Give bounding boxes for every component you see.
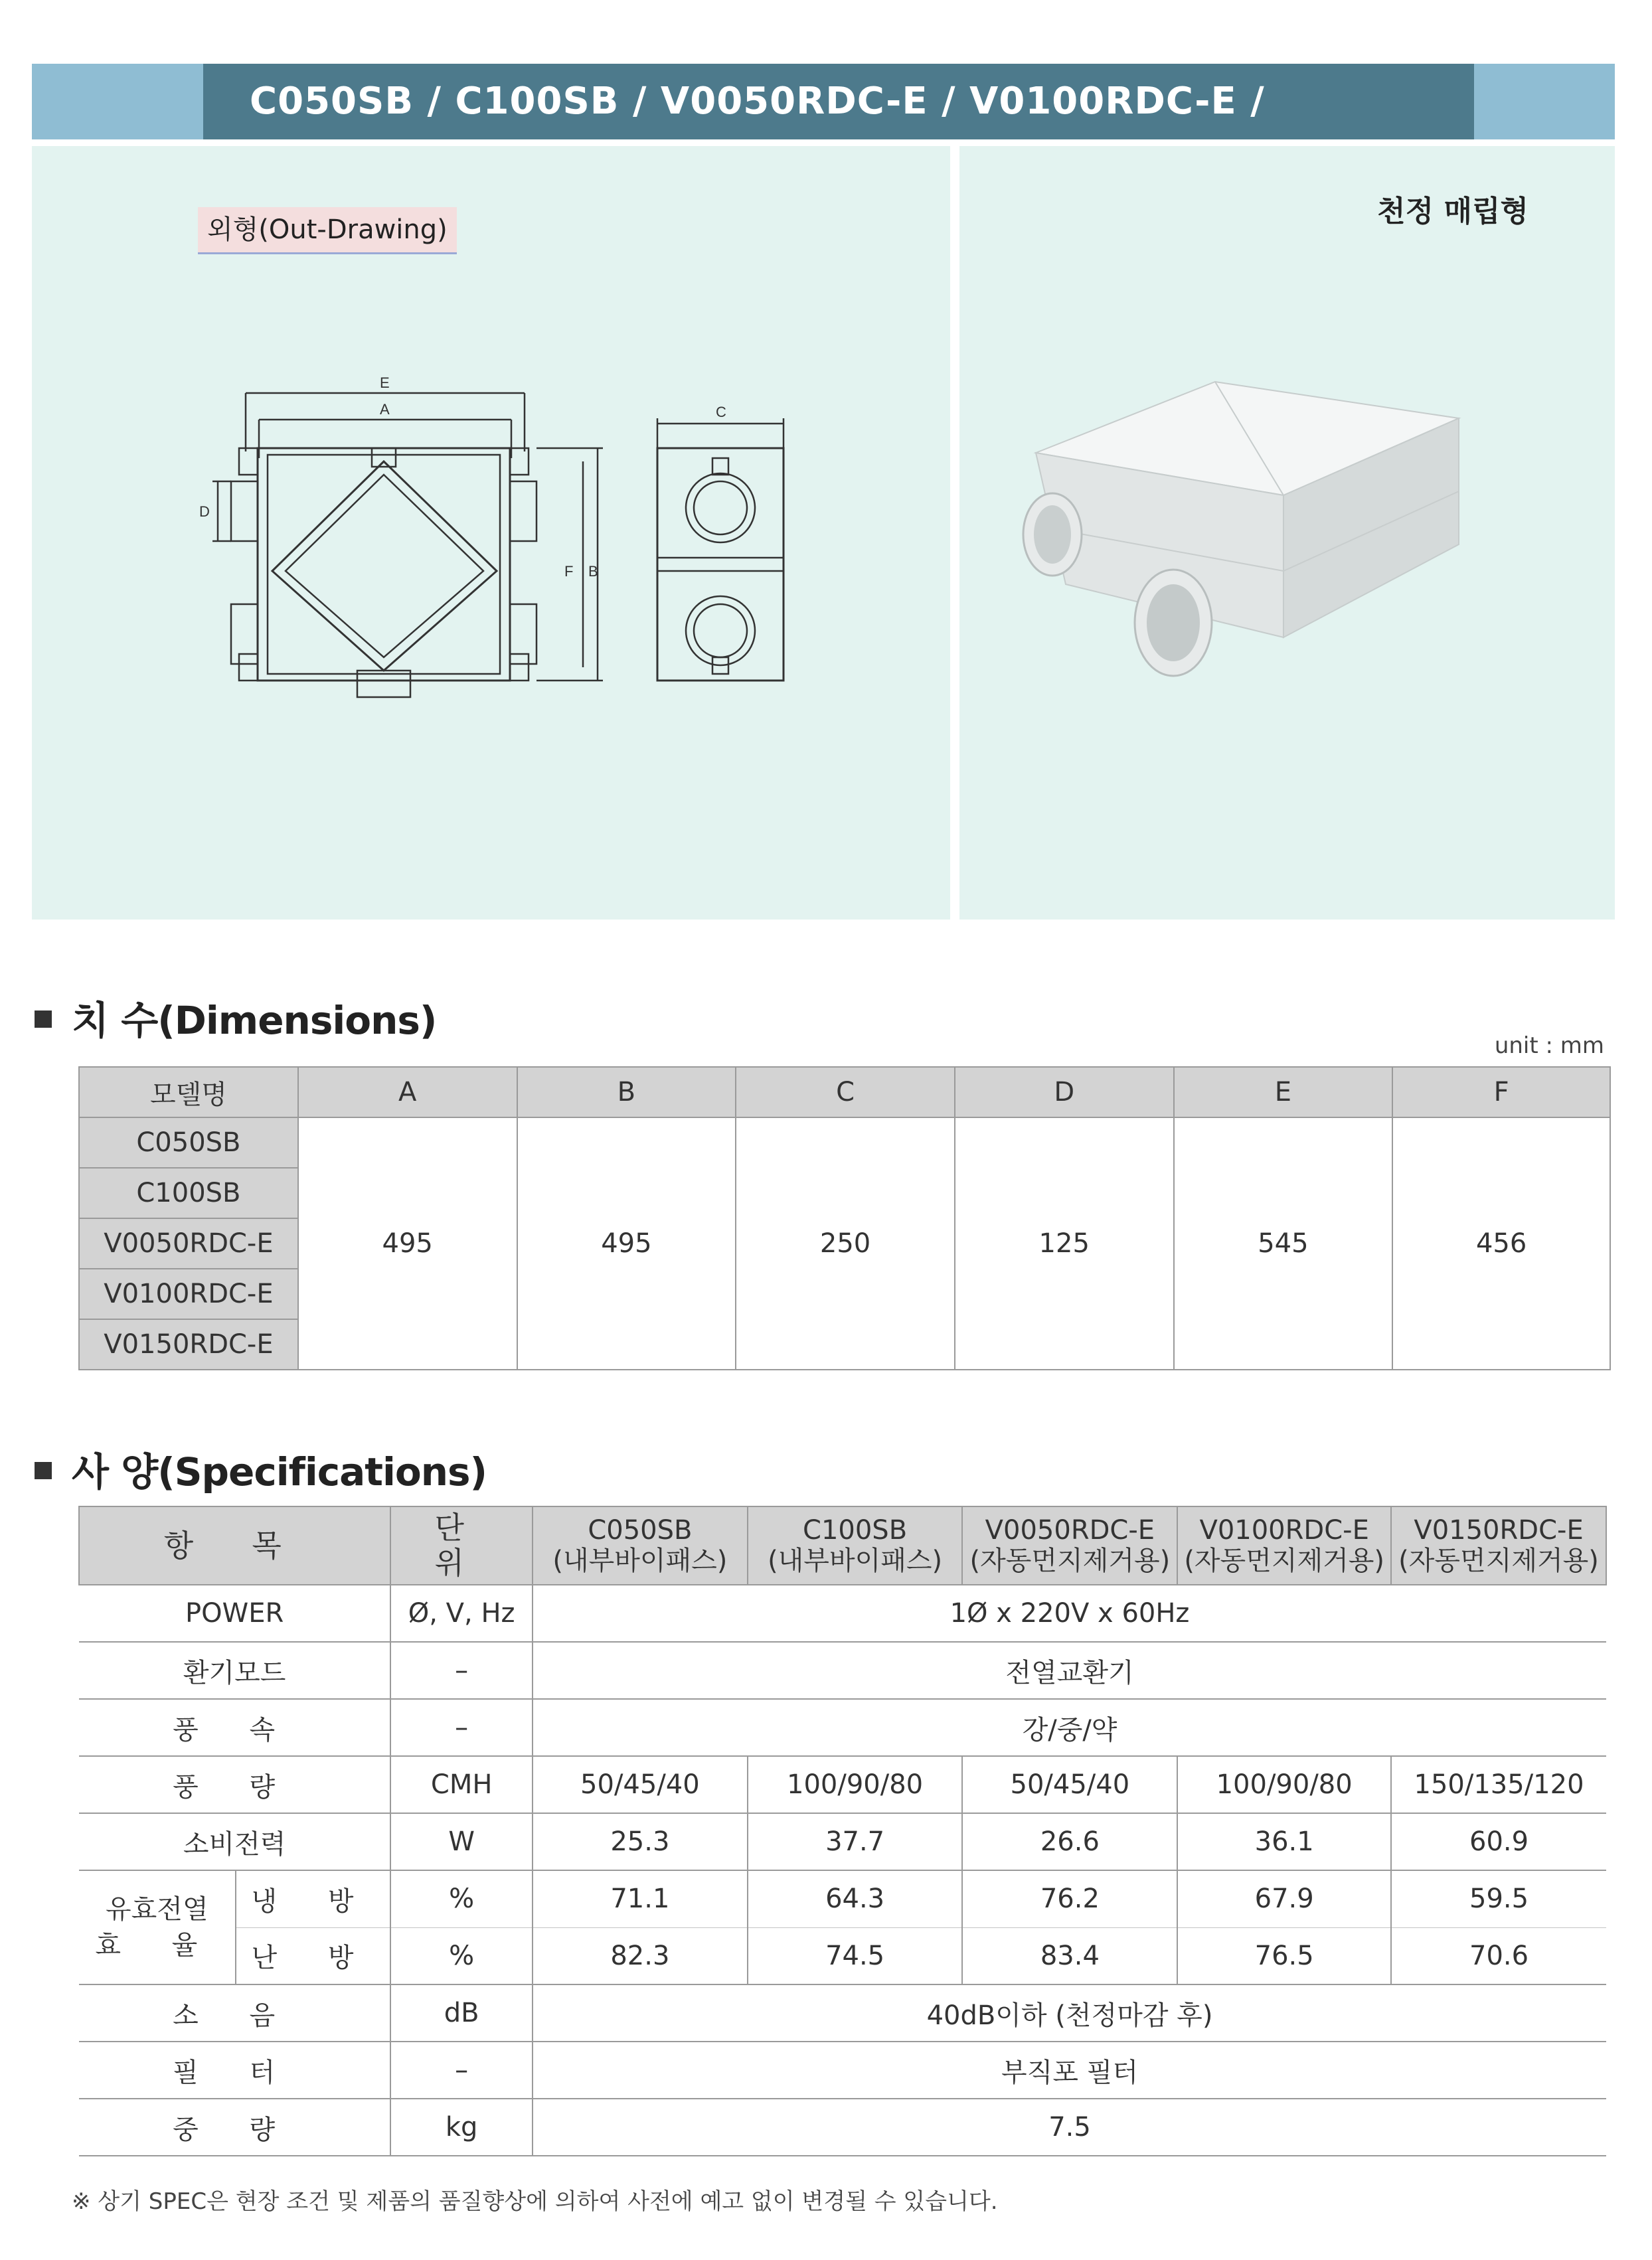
spec-row-filter <box>79 2042 1606 2099</box>
row-value: 70.6 <box>1391 1927 1606 1984</box>
header-f: F <box>1392 1067 1610 1117</box>
technical-drawing <box>32 146 950 920</box>
row-value: 100/90/80 <box>1177 1756 1391 1813</box>
dimensions-table <box>78 1066 1611 1370</box>
dim-label-c: C <box>716 404 726 420</box>
spec-header-row <box>79 1506 1606 1585</box>
row-value: 74.5 <box>748 1927 963 1984</box>
product-photo-panel <box>959 146 1615 920</box>
row-value: 60.9 <box>1391 1813 1606 1870</box>
bullet-square-icon <box>35 1010 52 1028</box>
page-title: C050SB / C100SB / V0050RDC-E / V0100RDC-E / <box>203 64 1474 139</box>
row-unit: – <box>390 2042 533 2099</box>
specifications-heading: 사 양(Specifications) <box>35 1441 487 1496</box>
footnote: ※ 상기 SPEC은 현장 조건 및 제품의 품질향상에 의하여 사전에 예고 없이 변경될 수 있습니다. <box>72 2188 998 2215</box>
row-label: 소비전력 <box>79 1813 390 1870</box>
spec-row-power-consumption <box>79 1813 1606 1870</box>
header-model: 모델명 <box>79 1067 298 1117</box>
row-value: 25.3 <box>533 1813 748 1870</box>
row-value: 50/45/40 <box>962 1756 1177 1813</box>
spec-row-power <box>79 1585 1606 1642</box>
dim-label-d: D <box>199 503 210 520</box>
dim-label-e: E <box>380 374 390 391</box>
header-model-4: V0100RDC-E (자동먼지제거용) <box>1177 1506 1391 1585</box>
row-value: 1Ø x 220V x 60Hz <box>533 1585 1606 1642</box>
model-cell: V0100RDC-E <box>79 1269 298 1319</box>
spec-row-airflow <box>79 1756 1606 1813</box>
spec-row-weight <box>79 2099 1606 2156</box>
row-unit: – <box>390 1642 533 1699</box>
model-cell: C100SB <box>79 1168 298 1218</box>
dim-label-b: B <box>588 563 598 580</box>
row-value: 40dB이하 (천정마감 후) <box>533 1984 1606 2042</box>
heating-label: 난 방 <box>236 1927 391 1984</box>
header-model-2: C100SB (내부바이패스) <box>748 1506 963 1585</box>
header-model-1: C050SB (내부바이패스) <box>533 1506 748 1585</box>
value-d: 125 <box>955 1117 1174 1370</box>
header-model-3: V0050RDC-E (자동먼지제거용) <box>962 1506 1177 1585</box>
row-value: 67.9 <box>1177 1870 1391 1927</box>
header-a: A <box>298 1067 517 1117</box>
value-c: 250 <box>736 1117 955 1370</box>
value-e: 545 <box>1174 1117 1393 1370</box>
row-unit: % <box>390 1927 533 1984</box>
spec-row-cooling <box>79 1870 1606 1927</box>
row-value: 64.3 <box>748 1870 963 1927</box>
spec-row-noise <box>79 1984 1606 2042</box>
row-unit: dB <box>390 1984 533 2042</box>
unit-label: unit : mm <box>1494 1032 1604 1059</box>
row-value: 82.3 <box>533 1927 748 1984</box>
value-f: 456 <box>1392 1117 1610 1370</box>
value-b: 495 <box>517 1117 736 1370</box>
bullet-square-icon <box>35 1462 52 1479</box>
model-cell: C050SB <box>79 1117 298 1168</box>
row-unit: CMH <box>390 1756 533 1813</box>
row-unit: W <box>390 1813 533 1870</box>
header-d: D <box>955 1067 1174 1117</box>
row-label: 소 음 <box>79 1984 390 2042</box>
row-value: 83.4 <box>962 1927 1177 1984</box>
model-cell: V0150RDC-E <box>79 1319 298 1370</box>
row-unit: – <box>390 1699 533 1756</box>
row-value: 부직포 필터 <box>533 2042 1606 2099</box>
row-value: 50/45/40 <box>533 1756 748 1813</box>
row-value: 76.5 <box>1177 1927 1391 1984</box>
table-row <box>79 1117 1610 1168</box>
value-a: 495 <box>298 1117 517 1370</box>
out-drawing-panel <box>32 146 950 920</box>
header-item: 항 목 <box>79 1506 390 1585</box>
row-label: 풍 속 <box>79 1699 390 1756</box>
header-b: B <box>517 1067 736 1117</box>
row-value: 59.5 <box>1391 1870 1606 1927</box>
row-value: 100/90/80 <box>748 1756 963 1813</box>
title-bar <box>32 64 1615 139</box>
row-value: 7.5 <box>533 2099 1606 2156</box>
table-header-row <box>79 1067 1610 1117</box>
model-cell: V0050RDC-E <box>79 1218 298 1269</box>
spec-row-heating <box>79 1927 1606 1984</box>
row-unit: Ø, V, Hz <box>390 1585 533 1642</box>
spec-row-mode <box>79 1642 1606 1699</box>
row-value: 71.1 <box>533 1870 748 1927</box>
row-unit: kg <box>390 2099 533 2156</box>
row-label: 필 터 <box>79 2042 390 2099</box>
ceiling-type-label: 천정 매립형 <box>1377 195 1528 228</box>
header-unit: 단 위 <box>390 1506 533 1585</box>
out-drawing-label: 외형(Out-Drawing) <box>198 207 457 254</box>
row-label: POWER <box>79 1585 390 1642</box>
row-value: 150/135/120 <box>1391 1756 1606 1813</box>
efficiency-label: 유효전열 효 율 <box>79 1870 236 1984</box>
row-value: 강/중/약 <box>533 1699 1606 1756</box>
dim-label-a: A <box>380 401 390 418</box>
dimensions-heading: 치 수(Dimensions) <box>35 989 436 1045</box>
dim-label-f: F <box>564 563 574 580</box>
product-photo <box>959 146 1615 920</box>
row-value: 37.7 <box>748 1813 963 1870</box>
spec-row-speed <box>79 1699 1606 1756</box>
row-unit: % <box>390 1870 533 1927</box>
row-label: 풍 량 <box>79 1756 390 1813</box>
row-value: 전열교환기 <box>533 1642 1606 1699</box>
row-value: 36.1 <box>1177 1813 1391 1870</box>
cooling-label: 냉 방 <box>236 1870 391 1927</box>
row-value: 26.6 <box>962 1813 1177 1870</box>
header-model-5: V0150RDC-E (자동먼지제거용) <box>1391 1506 1606 1585</box>
row-value: 76.2 <box>962 1870 1177 1927</box>
header-c: C <box>736 1067 955 1117</box>
row-label: 환기모드 <box>79 1642 390 1699</box>
header-e: E <box>1174 1067 1393 1117</box>
row-label: 중 량 <box>79 2099 390 2156</box>
specifications-table <box>78 1506 1607 2156</box>
